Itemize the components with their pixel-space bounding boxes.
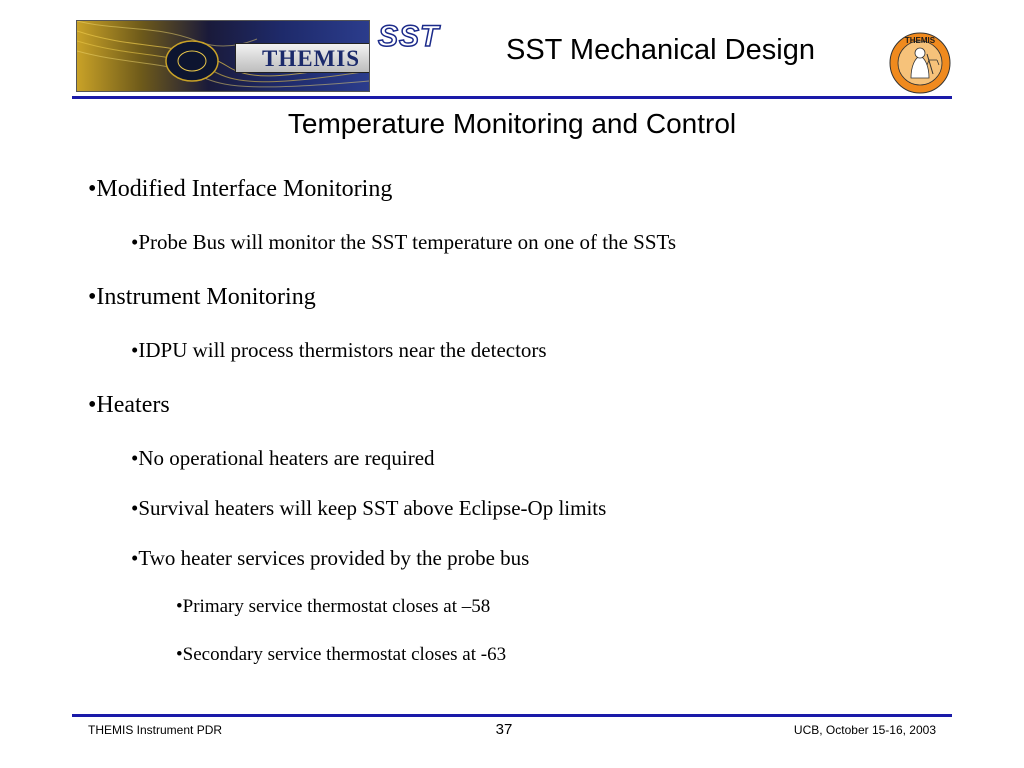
footer-right-text: UCB, October 15-16, 2003 [793,723,936,737]
bullet-item: •Secondary service thermostat closes at -63 [176,644,507,665]
bullet-item: •Probe Bus will monitor the SST temperature on one of the SSTs [131,230,677,254]
banner-logo-text: THEMIS [261,46,361,71]
themis-seal-logo [889,32,951,94]
footer-left-text: THEMIS Instrument PDR [88,723,223,737]
footer-rule [72,714,952,717]
bullet-item: •No operational heaters are required [131,446,435,470]
page-number: 37 [495,721,513,738]
header-rule [72,96,952,99]
seal-text: THEMIS [904,36,936,45]
themis-banner-logo [76,20,370,92]
slide-title: Temperature Monitoring and Control [287,108,737,139]
bullet-item: •Heaters [88,392,170,418]
bullet-item: •IDPU will process thermistors near the detectors [131,338,547,362]
sst-logo: SST [378,20,440,53]
bullet-item: •Survival heaters will keep SST above Eclipse-Op limits [131,496,607,520]
banner-wordmark [235,43,370,73]
bullet-item: •Primary service thermostat closes at –58 [176,596,491,617]
bullet-item: •Modified Interface Monitoring [88,176,393,202]
header-title: SST Mechanical Design [506,34,815,66]
bullet-item: •Two heater services provided by the probe bus [131,546,530,570]
bullet-item: •Instrument Monitoring [88,284,316,310]
